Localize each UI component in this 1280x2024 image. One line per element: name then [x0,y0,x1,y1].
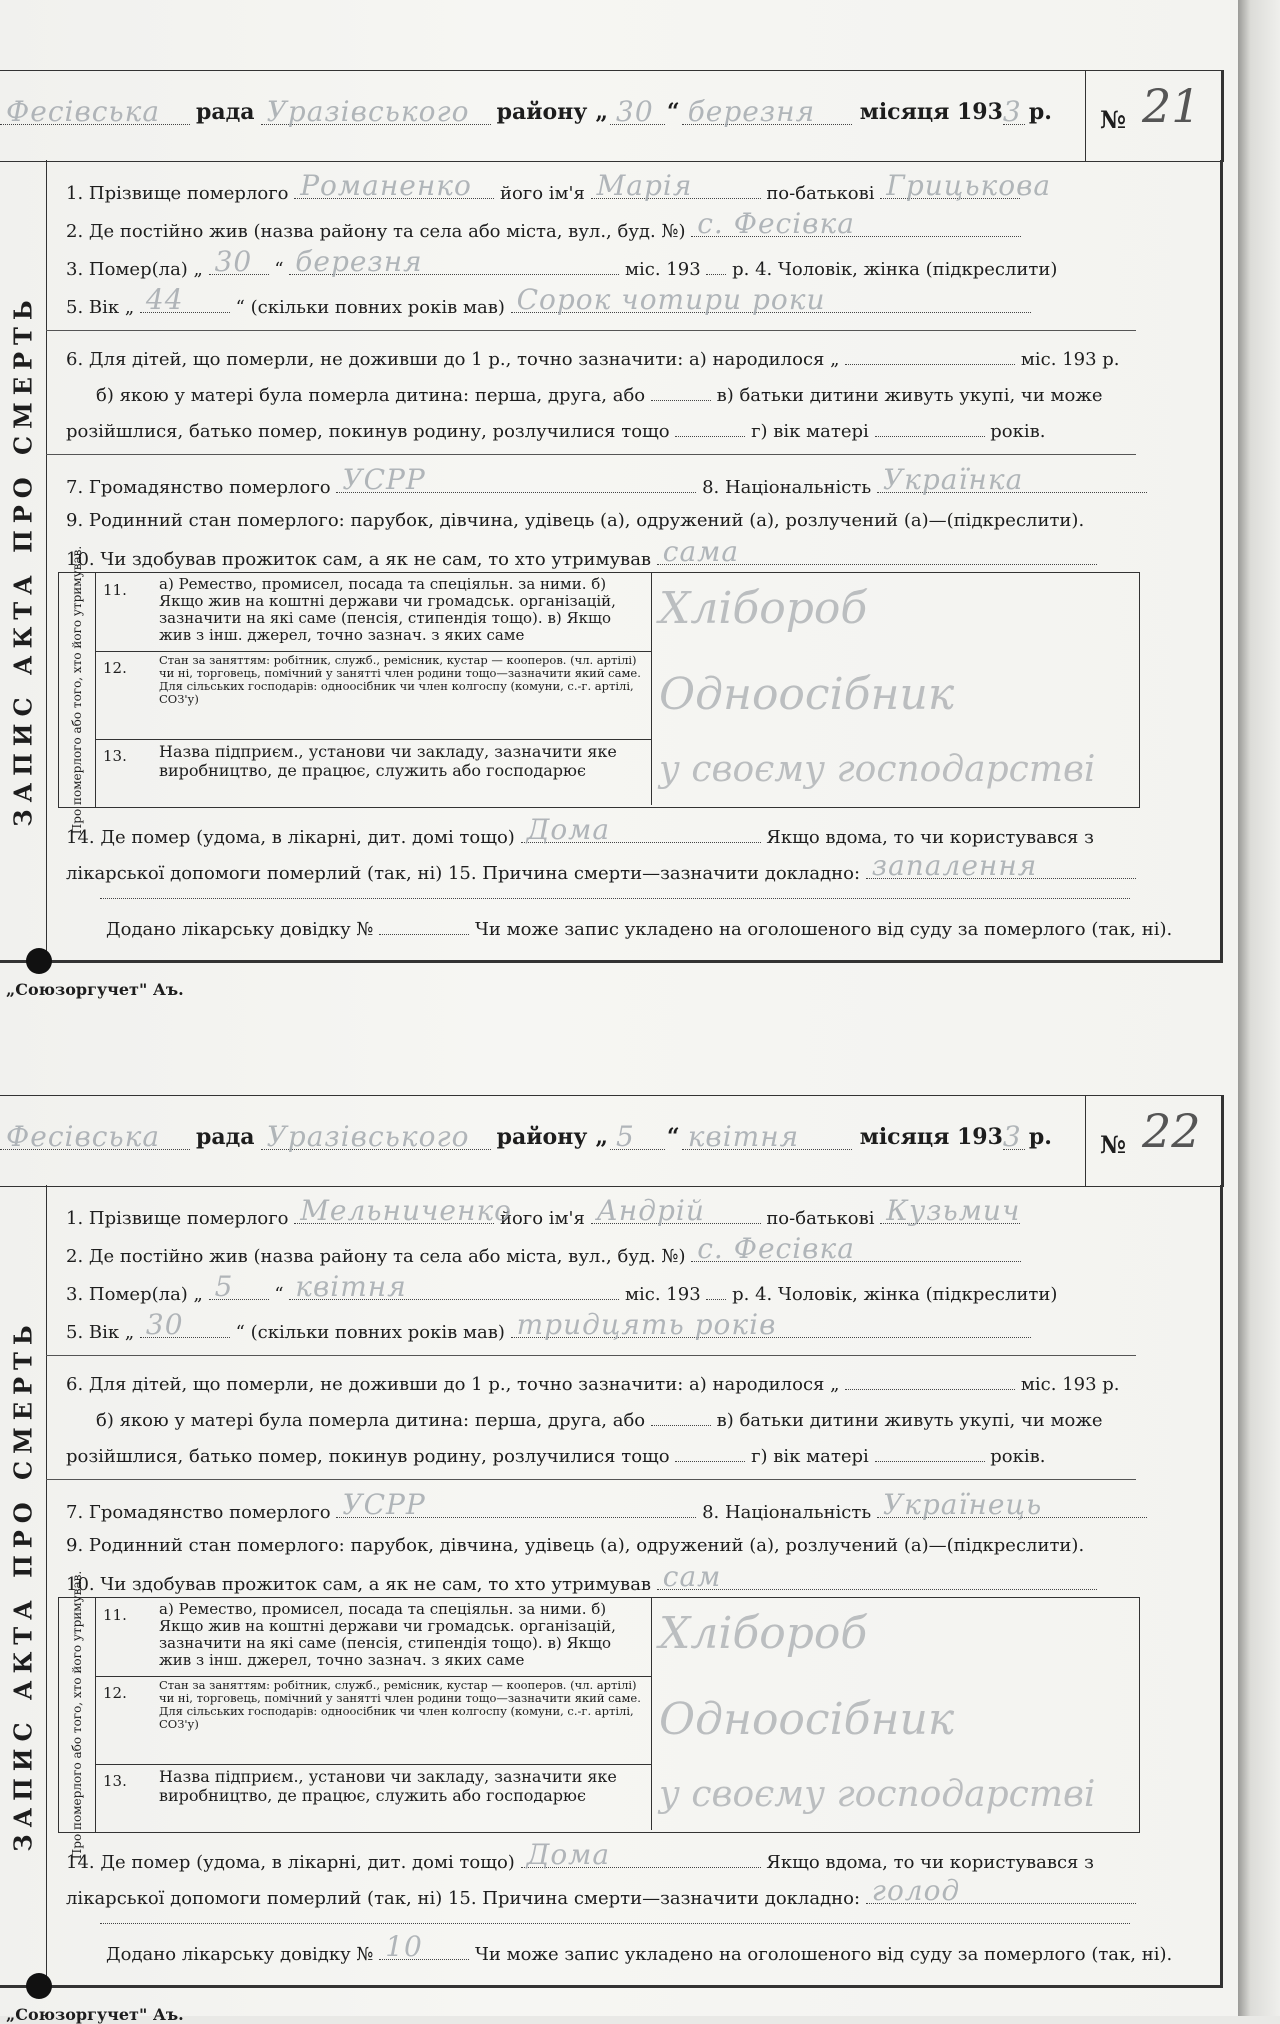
line-child-b [96,1407,1103,1431]
month-field [682,95,852,128]
district-label: району [496,1124,588,1150]
field-lines-l1: 1. Прізвище померлого [66,1208,289,1229]
line-support [66,535,1097,570]
field-side-title: ЗАПИС АКТА ПРО СМЕРТЬ [8,1318,38,1852]
line-child-a [66,346,1120,370]
field-lines-s12: Стан за заняттям: робітник, служб., ремісник, кустар — кооперов. (чл. артілі) чи ні, торговець, помічний у занятті член родини тощо—зазначити який саме. Для сільських господарів: одноосібник чи член колгоспу (комуни, с.-г. артілі, СОЗ'у) [159,653,641,706]
field-lines-l7-hw: УСРР [342,1488,426,1521]
field-lines-l3c: р. 4. Чоловік, жінка (підкреслити) [732,1284,1058,1305]
council-label: рада [196,99,255,125]
field-lines-l16-hw: 10 [385,1930,423,1963]
line-child-b [96,382,1103,406]
record-number: 22 [1142,1104,1201,1158]
line-residence [66,1232,1021,1267]
field-lines-l1b: його ім'я [499,183,585,204]
field-lines-l6a-end: міс. 193 р. [1020,349,1120,370]
line-surname [66,1194,1021,1229]
district-label: району [496,99,588,125]
field-lines-l6a-end: міс. 193 р. [1020,1374,1120,1395]
line-place-of-death [66,813,1094,848]
field-lines-l3b-hw: квітня [295,1270,407,1303]
page-edge [1238,0,1280,2016]
line-age: 5. Вік „ 30 “ (скільки повних років мав) тридцять років [66,1319,1031,1343]
field-lines-l5b: (скільки повних років мав) [250,297,505,318]
field-lines-s11-num: 11. [103,581,127,599]
field-lines-l14: 14. Де помер (удома, в лікарні, дит. домі тощо) [66,827,515,848]
field-lines-l10-hw: сам [662,1560,722,1593]
field-lines-l1b: його ім'я [499,1208,585,1229]
field-lines-l3-hw: 5 [214,1270,234,1303]
field-lines-l7: 7. Громадянство померлого [66,1502,331,1523]
district-field [261,1120,491,1153]
record-number-box [1085,1095,1224,1187]
field-lines-l14-hw: Дома [526,1838,611,1871]
field-lines-l10-hw: сама [662,535,740,568]
field-lines-l1-hw: Романенко [300,169,472,202]
field-lines-l7-hw: УСРР [342,463,426,496]
line-certificate [106,1930,1173,1965]
field-lines-l3b: міс. 193 [625,1284,701,1305]
row-11 [95,573,652,652]
field-lines-l5: 5. Вік „ [66,1322,135,1343]
field-lines-l3b-hw: березня [295,245,423,278]
field-lines-l15-hw: запалення [871,849,1038,882]
line-residence [66,207,1021,242]
line-age: 5. Вік „ 44 “ (скільки повних років мав) Сорок чотири роки [66,294,1031,318]
number-label: № [1100,1130,1127,1159]
field-header-council-hw: Фесівська [6,1120,161,1153]
field-lines-s11: а) Ремество, промисел, посада та спеціяльн. за ними. б) Якщо жив на коштні держави чи громадськ. організацій, зазначити на які саме (пенсія, стипендія тощо). в) Якщо жив з інш. джерел, точно зазнач. з яких саме [159,575,616,644]
field-lines-l2: 2. Де постійно жив (назва району та села або міста, вул., буд. №) [66,1246,686,1267]
number-label: № [1100,105,1127,134]
line-cause [66,849,1136,884]
field-lines-s12: Стан за заняттям: робітник, служб., ремісник, кустар — кооперов. (чл. артілі) чи ні, торговець, помічний у занятті член родини тощо—зазначити який саме. Для сільських господарів: одноосібник чи член колгоспу (комуни, с.-г. артілі, СОЗ'у) [159,1678,641,1731]
day-field [610,1120,665,1153]
year-field [1002,1120,1025,1153]
field-lines-l1c: по-батькові [766,1208,875,1229]
field-lines-l2-hw: с. Фесівка [697,207,855,240]
printer-imprint: „Союзоргучет" Аъ. [6,980,184,999]
field-lines-l3b: міс. 193 [625,259,701,280]
line-death-date: 3. Помер(ла) „ 30 “ березня міс. 193 р. 4. Чоловік, жінка (підкреслити) [66,245,1058,280]
field-lines-l5b-hw: тридцять років [516,1308,777,1341]
field-lines-l7: 7. Громадянство померлого [66,477,331,498]
field-lines-l16: Додано лікарську довідку № [106,1944,374,1965]
field-lines-l6a: 6. Для дітей, що померли, не доживши до 1 р., точно зазначити: а) народилося „ [66,349,840,370]
field-lines-s13-num: 13. [103,747,127,765]
status-handwritten: Одноосібник [659,669,955,720]
field-lines-l3: 3. Помер(ла) „ [66,259,203,280]
field-lines-s13-num: 13. [103,1772,127,1790]
field-lines-sub-side: Про померлого або того, хто його утримував. [70,1570,84,1860]
field-lines-l2: 2. Де постійно жив (назва району та села або міста, вул., буд. №) [66,221,686,242]
day-field [610,95,665,128]
month-label: місяця 193 [859,1124,1003,1150]
line-support [66,1560,1097,1595]
line-marital [66,1535,1084,1556]
row-13 [95,739,652,805]
field-lines-l1c: по-батькові [766,183,875,204]
field-lines-l8: 8. Національність [702,1502,872,1523]
month-field [682,1120,852,1153]
field-lines-s12-num: 12. [103,659,127,677]
punch-hole [26,948,52,974]
occupation-handwritten: Хлібороб [659,1608,868,1659]
row-11 [95,1598,652,1677]
line-child-c [66,1443,1045,1467]
line-marital [66,510,1084,531]
field-lines-l1c-hw: Кузьмич [886,1194,1021,1227]
council-field [0,95,190,128]
field-header-year-hw: 3 [1002,95,1022,128]
field-lines-s11-num: 11. [103,1606,127,1624]
field-lines-l5b: (скільки повних років мав) [250,1322,505,1343]
workplace-handwritten: у своєму господарстві [659,1774,1096,1815]
field-lines-l15: лікарської допомоги померлий (так, ні) 15. Причина смерти—зазначити докладно: [66,863,861,884]
field-lines-s13: Назва підприєм., установи чи закладу, зазначити яке виробництво, де працює, служить або господарює [159,1767,617,1805]
line-certificate [106,916,1172,940]
field-lines-l15-hw: голод [871,1874,961,1907]
year-suffix: р. [1028,1124,1052,1150]
line-cause [66,1874,1136,1909]
side-title [0,160,47,960]
occupation-handwritten: Хлібороб [659,583,868,634]
field-lines-s12-num: 12. [103,1684,127,1702]
line-citizenship [66,463,1147,498]
field-header-day-hw: 30 [616,95,654,128]
field-lines-l14: 14. Де помер (удома, в лікарні, дит. домі тощо) [66,1852,515,1873]
side-title [0,1185,47,1985]
district-field [261,95,491,128]
council-label: рада [196,1124,255,1150]
line-death-date: 3. Помер(ла) „ 5 “ квітня міс. 193 р. 4. Чоловік, жінка (підкреслити) [66,1270,1058,1305]
field-lines-l9: 9. Родинний стан померлого: парубок, дівчина, удівець (а), одружений (а), розлучений (а)—(підкреслити). [66,1535,1085,1556]
field-lines-l6c-mid: г) вік матері [751,1446,869,1467]
field-lines-l6c: розійшлися, батько помер, покинув родину, розлучилися тощо [66,1446,670,1467]
field-header-month-hw: березня [687,95,816,128]
line-place-of-death [66,1838,1094,1873]
field-lines-l16b: Чи може запис укладено на оголошеного від суду за померлого (так, ні). [474,919,1173,940]
field-lines-l1c-hw: Грицькова [886,169,1052,202]
field-lines-l5-hw: 44 [145,283,184,316]
field-lines-l1b-hw: Андрій [596,1194,705,1227]
field-lines-l5: 5. Вік „ [66,297,135,318]
line-citizenship [66,1488,1147,1523]
field-lines-s13: Назва підприєм., установи чи закладу, зазначити яке виробництво, де працює, служить або господарює [159,742,617,780]
field-lines-l8: 8. Національність [702,477,872,498]
field-lines-l5b-hw: Сорок чотири роки [516,283,826,316]
field-lines-l8-hw: Українка [882,463,1024,496]
printer-imprint: „Союзоргучет" Аъ. [6,2005,184,2024]
row-12 [95,1676,652,1765]
record-body [0,160,1223,963]
council-field [0,1120,190,1153]
field-side-title: ЗАПИС АКТА ПРО СМЕРТЬ [8,293,38,827]
field-lines-l1b-hw: Марія [596,169,693,202]
field-lines-l6c-mid: г) вік матері [751,421,869,442]
field-header-district-hw: Уразівського [266,95,470,128]
field-lines-l9: 9. Родинний стан померлого: парубок, дівчина, удівець (а), одружений (а), розлучений (а)—(підкреслити). [66,510,1085,531]
line-child-a [66,1371,1120,1395]
row-12 [95,651,652,740]
field-lines-l10: 10. Чи здобував прожиток сам, а як не сам, то хто утримував [66,1574,652,1595]
status-handwritten: Одноосібник [659,1694,955,1745]
field-lines-l1: 1. Прізвище померлого [66,183,289,204]
field-lines-s11: а) Ремество, промисел, посада та спеціяльн. за ними. б) Якщо жив на коштні держави чи громадськ. організацій, зазначити на які саме (пенсія, стипендія тощо). в) Якщо жив з інш. джерел, точно зазнач. з яких саме [159,1600,616,1669]
field-lines-l6b-end: в) батьки дитини живуть укупі, чи може [716,385,1103,406]
field-lines-l6b-end: в) батьки дитини живуть укупі, чи може [716,1410,1103,1431]
field-lines-l3: 3. Помер(ла) „ [66,1284,203,1305]
field-lines-l3c: р. 4. Чоловік, жінка (підкреслити) [732,259,1058,280]
field-lines-l6a: 6. Для дітей, що померли, не доживши до 1 р., точно зазначити: а) народилося „ [66,1374,840,1395]
month-label: місяця 193 [859,99,1003,125]
field-lines-l6b: б) якою у матері була померла дитина: перша, друга, або [96,385,646,406]
field-lines-l5-hw: 30 [145,1308,184,1341]
record-header: Фесівська рада Уразівського району „ 5 “ квітня місяця 193 3 р. [0,1095,1085,1187]
field-lines-l6c: розійшлися, батько помер, покинув родину, розлучилися тощо [66,421,670,442]
record-header: Фесівська рада Уразівського району „ 30 “ березня місяця 193 3 р. [0,70,1085,162]
punch-hole [26,1973,52,1999]
line-child-c [66,418,1045,442]
field-header-council-hw: Фесівська [6,95,161,128]
row-13 [95,1764,652,1830]
field-header-day-hw: 5 [616,1120,635,1153]
field-lines-l1-hw: Мельниченко [300,1194,513,1227]
record-number-box [1085,70,1224,162]
field-lines-l14-hw: Дома [526,813,611,846]
field-lines-l8-hw: Українець [882,1488,1043,1521]
field-lines-l16: Додано лікарську довідку № [106,919,374,940]
field-header-district-hw: Уразівського [266,1120,470,1153]
record-number: 21 [1142,79,1201,133]
field-lines-l10: 10. Чи здобував прожиток сам, а як не сам, то хто утримував [66,549,652,570]
field-lines-l14b: Якщо вдома, то чи користувався з [766,827,1094,848]
field-lines-l15: лікарської допомоги померлий (так, ні) 15. Причина смерти—зазначити докладно: [66,1888,861,1909]
field-lines-l6b: б) якою у матері була померла дитина: перша, друга, або [96,1410,646,1431]
field-lines-l14b: Якщо вдома, то чи користувався з [766,1852,1094,1873]
year-field [1002,95,1025,128]
year-suffix: р. [1028,99,1052,125]
field-header-month-hw: квітня [687,1120,800,1153]
field-lines-l3-hw: 30 [214,245,253,278]
field-header-year-hw: 3 [1002,1120,1022,1153]
field-lines-l6c-end: років. [990,1446,1046,1467]
record-body [0,1185,1223,1988]
field-lines-l16b: Чи може запис укладено на оголошеного від суду за померлого (так, ні). [474,1944,1173,1965]
field-lines-l2-hw: с. Фесівка [697,1232,855,1265]
line-surname [66,169,1052,204]
field-lines-l6c-end: років. [990,421,1046,442]
workplace-handwritten: у своєму господарстві [659,749,1096,790]
field-lines-sub-side: Про померлого або того, хто його утримував. [70,545,84,835]
